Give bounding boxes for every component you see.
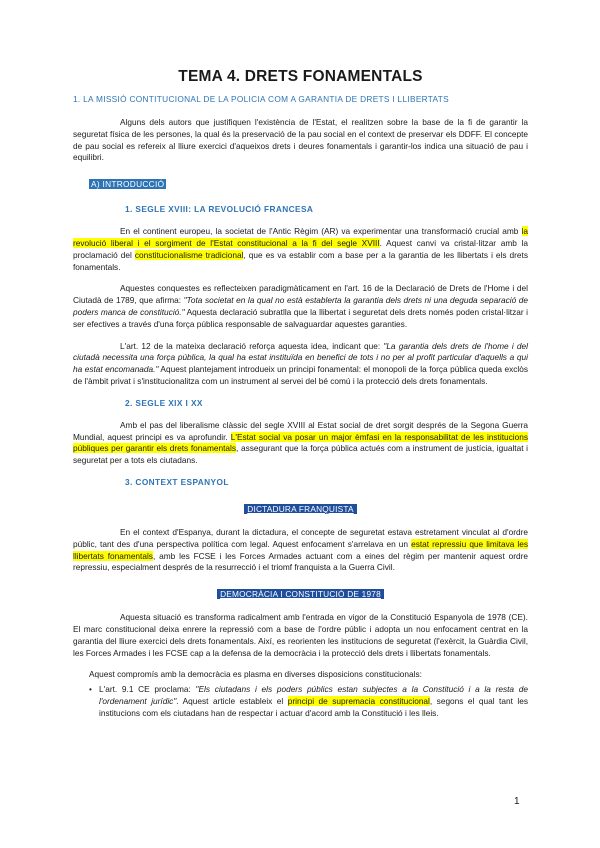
page-number: 1: [514, 796, 520, 807]
quote-art12: "La garantia dels drets de l'home i del ciutadà necessita una força pública, la qual ha estat instituïda en benefici de tots i no per al profit particular d'aquells a qui ha estat encomanada.": [73, 340, 528, 375]
page-title: TEMA 4. DRETS FONAMENTALS: [178, 68, 423, 85]
intro-paragraph: Alguns dels autors que justifiquen l'existència de l'Estat, el realitzen sobre la base de la fi de garantir la seguretat física de les persones, la qual és la preservació de la pau social en el context de preservar els DDFF. El concepte de pau social es refereix al lliure exercici d'aqueixos drets i deures fonamentals i garantir-los indica una situació de pau i equilibri.: [73, 117, 528, 163]
introduccio-heading: A) INTRODUCCIÓ: [91, 179, 165, 190]
highlight-estat-repressiu: estat repressiu que limitava les llibertats fonamentals: [73, 538, 529, 561]
bullet-text: L'art. 9.1 CE proclama: "Els ciutadans i els poders públics estan subjectes a la Constitució i a la resta de l'ordenament jurídic". Aquest article estableix el principi de supremacia constitucional, segons el qual tant les institucions com els ciutadans han de respectar i actuar d'acord amb la Constitució i les lleis.: [99, 684, 528, 718]
paragraph-art12: L'art. 12 de la mateixa declaració reforça aquesta idea, indicant que: "La garantia dels drets de l'home i del ciutadà necessita una força pública, la qual ha estat instituïda en benefici de tots i no per al profit particular d'aquells a qui ha estat encomanada." Aquest plantejament introdueix un principi fonamental: el monopoli de la força pública queda exclòs de l'àmbit privat i s'institucionalitza com un instrument al servei del bé comú i la protecció dels drets fonamentals.: [73, 340, 528, 386]
introduccio-heading-row: [89, 174, 528, 192]
highlight-constitucionalisme: constitucionalisme tradicional: [134, 249, 244, 260]
paragraph-dictadura: En el context d'Espanya, durant la dictadura, el concepte de seguretat estava estretament vinculat al d'ordre públic, tant des d'una perspectiva política com legal. Aquest enfocament s'arrelava en un estat repressiu que limitava les llibertats fonamentals, amb les FCSE i les Forces Armades actuant com a eines del règim per mantenir aquest ordre repressiu, especialment després de la resurrecció i el triomf franquista a la Guerra Civil.: [73, 526, 529, 573]
quote-art16: "Tota societat en la qual no està establerta la garantia dels drets ni una deguda separació de poders manca de constitució.": [73, 295, 528, 317]
box-dictadura-franquista: DICTADURA FRANQUISTA: [244, 504, 357, 514]
subheading-segle-xviii: 1. SEGLE XVIII: LA REVOLUCIÓ FRANCESA: [125, 204, 314, 215]
section-heading: 1. LA MISSIÓ CONTITUCIONAL DE LA POLICIA COM A GARANTIA DE DRETS I LLIBERTATS: [73, 94, 449, 104]
highlight-estat-social: L'Estat social va posar un major èmfasi en la responsabilitat de les institucions públiques per garantir els drets fonamentals: [73, 431, 528, 454]
document-page: [73, 60, 528, 720]
paragraph-constitucio-1978: Aquesta situació es transforma radicalment amb l'entrada en vigor de la Constitució Espanyola de 1978 (CE). El marc constitucional deixa enrere la repressió com a base de l'ordre públic i adopta un nou enfocament centrat en la garantia del lliure exercici dels drets fonamentals. Així, es reorienten les institucions de seguretat (l'exèrcit, la Guàrdia Civil, les Forces Armades i les FCSE cap a la defensa de la democràcia i la protecció dels drets i llibertats fonamentals.: [73, 612, 528, 658]
quote-art9: "Els ciutadans i els poders públics estan subjectes a la Constitució i a la resta de l'ordenament jurídic": [99, 684, 528, 706]
box-democracia-constitucio: DEMOCRÀCIA I CONSTITUCIÓ DE 1978: [217, 589, 384, 599]
box-dictadura-row: [73, 499, 528, 517]
subheading-segle-xix-xx: 2. SEGLE XIX I XX: [125, 397, 203, 408]
paragraph-art16: Aquestes conquestes es reflecteixen paradigmàticament en l'art. 16 de la Declaració de Drets de l'Home i del Ciutadà de 1789, que afirma: "Tota societat en la qual no està establerta la garantia dels drets ni una deguda separació de poders manca de constitució." Aquesta declaració subratlla que la llibertat i seguretat dels drets només poden cristal·litzar i ser efectives a través d'una força pública responsable de salvaguardar aquestes garanties.: [73, 283, 528, 329]
subheading-context-espanyol: 3. CONTEXT ESPANYOL: [125, 476, 229, 487]
bullet-mark: •: [89, 684, 92, 695]
highlight-supremacia: principi de supremacia constitucional: [287, 695, 430, 706]
bullet-art-9-1: [89, 684, 528, 719]
paragraph-revolucio: En el continent europeu, la societat de l'Antic Règim (AR) va experimentar una transformació crucial amb la revolució liberal i el sorgiment de l'Estat constitucional a la fi del segle XVIII. Aquest canvi va cristal·litzar amb la proclamació del constitucionalisme tradicional, que es va establir com a base per a la garantia de les llibertats i els drets fonamentals.: [73, 226, 528, 272]
highlight-revolucio-liberal: la revolució liberal i el sorgiment de l'Estat constitucional a la fi del segle XVIII: [73, 226, 528, 248]
paragraph-estat-social: Amb el pas del liberalisme clàssic del segle XVIII al Estat social de dret sorgit després de la Segona Guerra Mundial, aquest principi es va aprofundir. L'Estat social va posar un major èmfasi en la responsabilitat de les institucions públiques per garantir els drets fonamentals, assegurant que la força pública actués com a instrument de justícia, igualtat i seguretat per a tots els ciutadans.: [73, 419, 528, 466]
box-democracia-row: [73, 584, 528, 602]
bullet-intro-text: Aquest compromís amb la democràcia es plasma en diverses disposicions constitucionals:: [89, 669, 422, 680]
